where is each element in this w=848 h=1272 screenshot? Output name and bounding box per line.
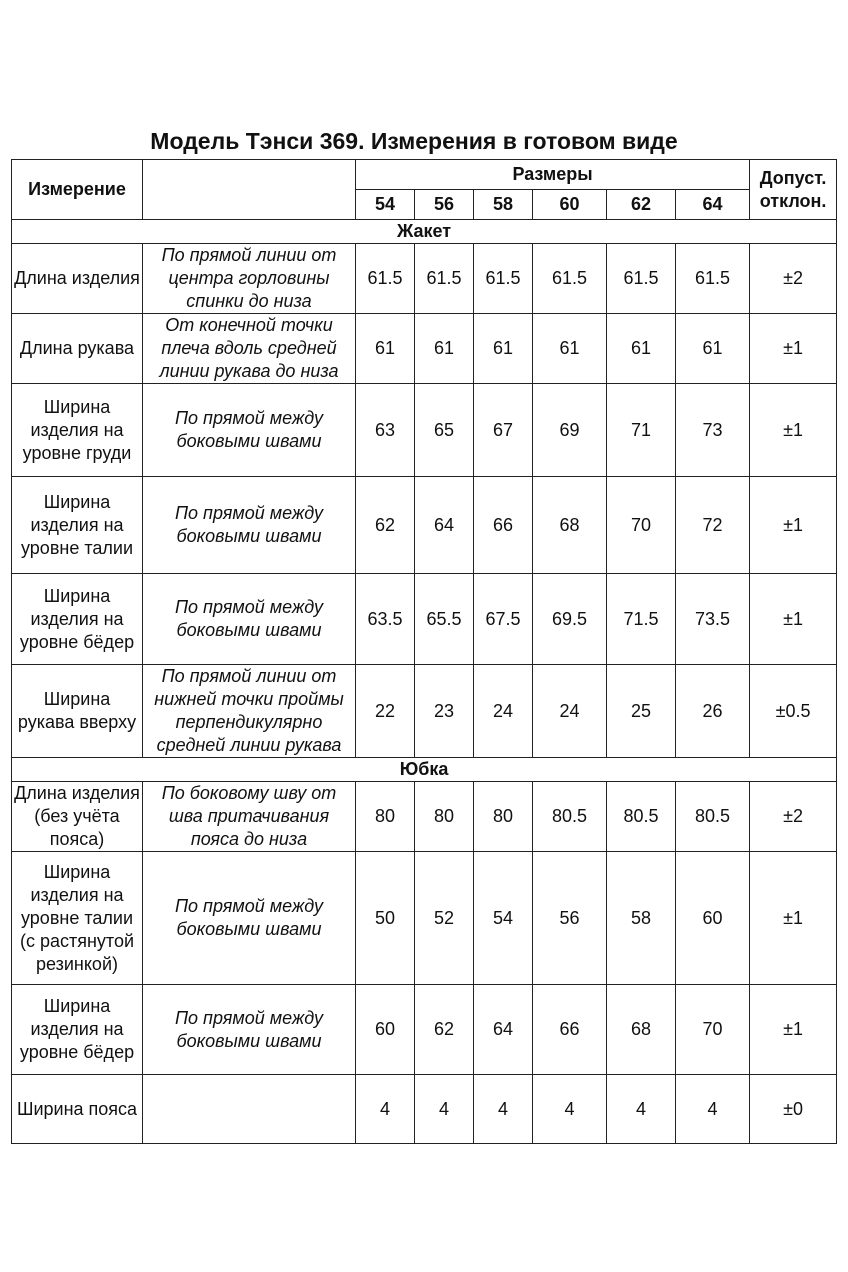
header-size: 64 (676, 190, 750, 220)
size-value: 54 (474, 852, 533, 985)
measurement-name: Ширина изделия на уровне бёдер (12, 985, 143, 1075)
table-row (12, 314, 837, 384)
size-value: 24 (474, 665, 533, 758)
size-value: 73 (676, 384, 750, 477)
measurement-description: По прямой линии от центра горловины спинки до низа (143, 244, 356, 314)
size-value: 61.5 (415, 244, 474, 314)
size-value: 66 (533, 985, 607, 1075)
size-value: 61.5 (607, 244, 676, 314)
size-value: 67.5 (474, 574, 533, 665)
measurement-description (143, 1075, 356, 1144)
header-tolerance: Допуст. отклон. (750, 160, 837, 220)
measurement-description: По боковому шву от шва притачивания пояса до низа (143, 782, 356, 852)
size-value: 4 (533, 1075, 607, 1144)
measurement-name: Ширина изделия на уровне талии (с растянутой резинкой) (12, 852, 143, 985)
tolerance-value: ±1 (750, 574, 837, 665)
measurement-description: По прямой между боковыми швами (143, 985, 356, 1075)
tolerance-value: ±1 (750, 384, 837, 477)
tolerance-value: ±1 (750, 985, 837, 1075)
size-value: 23 (415, 665, 474, 758)
table-row (12, 477, 837, 574)
measurement-description: По прямой линии от нижней точки проймы перпендикулярно средней линии рукава (143, 665, 356, 758)
size-value: 61.5 (533, 244, 607, 314)
size-value: 61 (356, 314, 415, 384)
size-value: 61 (474, 314, 533, 384)
size-value: 73.5 (676, 574, 750, 665)
size-value: 63 (356, 384, 415, 477)
measurement-name: Длина изделия (12, 244, 143, 314)
tolerance-value: ±1 (750, 852, 837, 985)
tolerance-value: ±2 (750, 782, 837, 852)
size-value: 62 (356, 477, 415, 574)
header-row (12, 160, 837, 190)
section-title: Жакет (12, 220, 837, 244)
header-size: 54 (356, 190, 415, 220)
size-value: 61.5 (474, 244, 533, 314)
measurements-table (11, 159, 837, 1144)
size-value: 65 (415, 384, 474, 477)
size-value: 4 (415, 1075, 474, 1144)
section-title: Юбка (12, 758, 837, 782)
size-value: 4 (607, 1075, 676, 1144)
size-value: 80.5 (676, 782, 750, 852)
header-sizes-label: Размеры (356, 160, 750, 190)
measurement-name: Ширина рукава вверху (12, 665, 143, 758)
header-description-blank (143, 160, 356, 220)
measurement-description: По прямой между боковыми швами (143, 477, 356, 574)
measurement-description: По прямой между боковыми швами (143, 384, 356, 477)
size-value: 61 (415, 314, 474, 384)
header-size: 58 (474, 190, 533, 220)
measurement-name: Ширина изделия на уровне бёдер (12, 574, 143, 665)
size-value: 66 (474, 477, 533, 574)
table-body (12, 160, 837, 1144)
size-value: 71 (607, 384, 676, 477)
size-value: 58 (607, 852, 676, 985)
measurement-name: Длина изделия (без учёта пояса) (12, 782, 143, 852)
size-value: 61 (533, 314, 607, 384)
size-value: 80 (415, 782, 474, 852)
size-value: 67 (474, 384, 533, 477)
table-row (12, 244, 837, 314)
measurement-name: Длина рукава (12, 314, 143, 384)
tolerance-value: ±1 (750, 314, 837, 384)
tolerance-value: ±2 (750, 244, 837, 314)
tolerance-value: ±1 (750, 477, 837, 574)
size-value: 56 (533, 852, 607, 985)
measurement-description: От конечной точки плеча вдоль средней линии рукава до низа (143, 314, 356, 384)
size-value: 63.5 (356, 574, 415, 665)
measurement-description: По прямой между боковыми швами (143, 574, 356, 665)
size-value: 60 (356, 985, 415, 1075)
size-value: 52 (415, 852, 474, 985)
table-row (12, 1075, 837, 1144)
size-value: 70 (607, 477, 676, 574)
size-value: 64 (474, 985, 533, 1075)
size-value: 50 (356, 852, 415, 985)
size-value: 64 (415, 477, 474, 574)
size-value: 65.5 (415, 574, 474, 665)
size-value: 61 (676, 314, 750, 384)
page-title: Модель Тэнси 369. Измерения в готовом виде (150, 128, 678, 154)
size-value: 68 (533, 477, 607, 574)
table-row (12, 384, 837, 477)
size-value: 68 (607, 985, 676, 1075)
measurement-description: По прямой между боковыми швами (143, 852, 356, 985)
size-value: 80 (474, 782, 533, 852)
header-size: 62 (607, 190, 676, 220)
size-value: 24 (533, 665, 607, 758)
table-row (12, 665, 837, 758)
table-row (12, 852, 837, 985)
table-row (12, 574, 837, 665)
header-size: 60 (533, 190, 607, 220)
tolerance-value: ±0 (750, 1075, 837, 1144)
size-value: 70 (676, 985, 750, 1075)
table-row (12, 782, 837, 852)
size-value: 61 (607, 314, 676, 384)
size-value: 25 (607, 665, 676, 758)
size-value: 80 (356, 782, 415, 852)
header-size: 56 (415, 190, 474, 220)
size-value: 4 (356, 1075, 415, 1144)
size-value: 4 (474, 1075, 533, 1144)
measurement-name: Ширина изделия на уровне груди (12, 384, 143, 477)
tolerance-value: ±0.5 (750, 665, 837, 758)
size-value: 69 (533, 384, 607, 477)
header-measurement: Измерение (12, 160, 143, 220)
size-value: 26 (676, 665, 750, 758)
size-value: 69.5 (533, 574, 607, 665)
size-value: 4 (676, 1075, 750, 1144)
measurement-name: Ширина изделия на уровне талии (12, 477, 143, 574)
size-value: 72 (676, 477, 750, 574)
section-row (12, 758, 837, 782)
size-value: 80.5 (607, 782, 676, 852)
size-value: 80.5 (533, 782, 607, 852)
size-value: 71.5 (607, 574, 676, 665)
section-row (12, 220, 837, 244)
size-value: 61.5 (676, 244, 750, 314)
size-value: 22 (356, 665, 415, 758)
size-value: 61.5 (356, 244, 415, 314)
table-row (12, 985, 837, 1075)
size-value: 62 (415, 985, 474, 1075)
measurement-name: Ширина пояса (12, 1075, 143, 1144)
size-value: 60 (676, 852, 750, 985)
